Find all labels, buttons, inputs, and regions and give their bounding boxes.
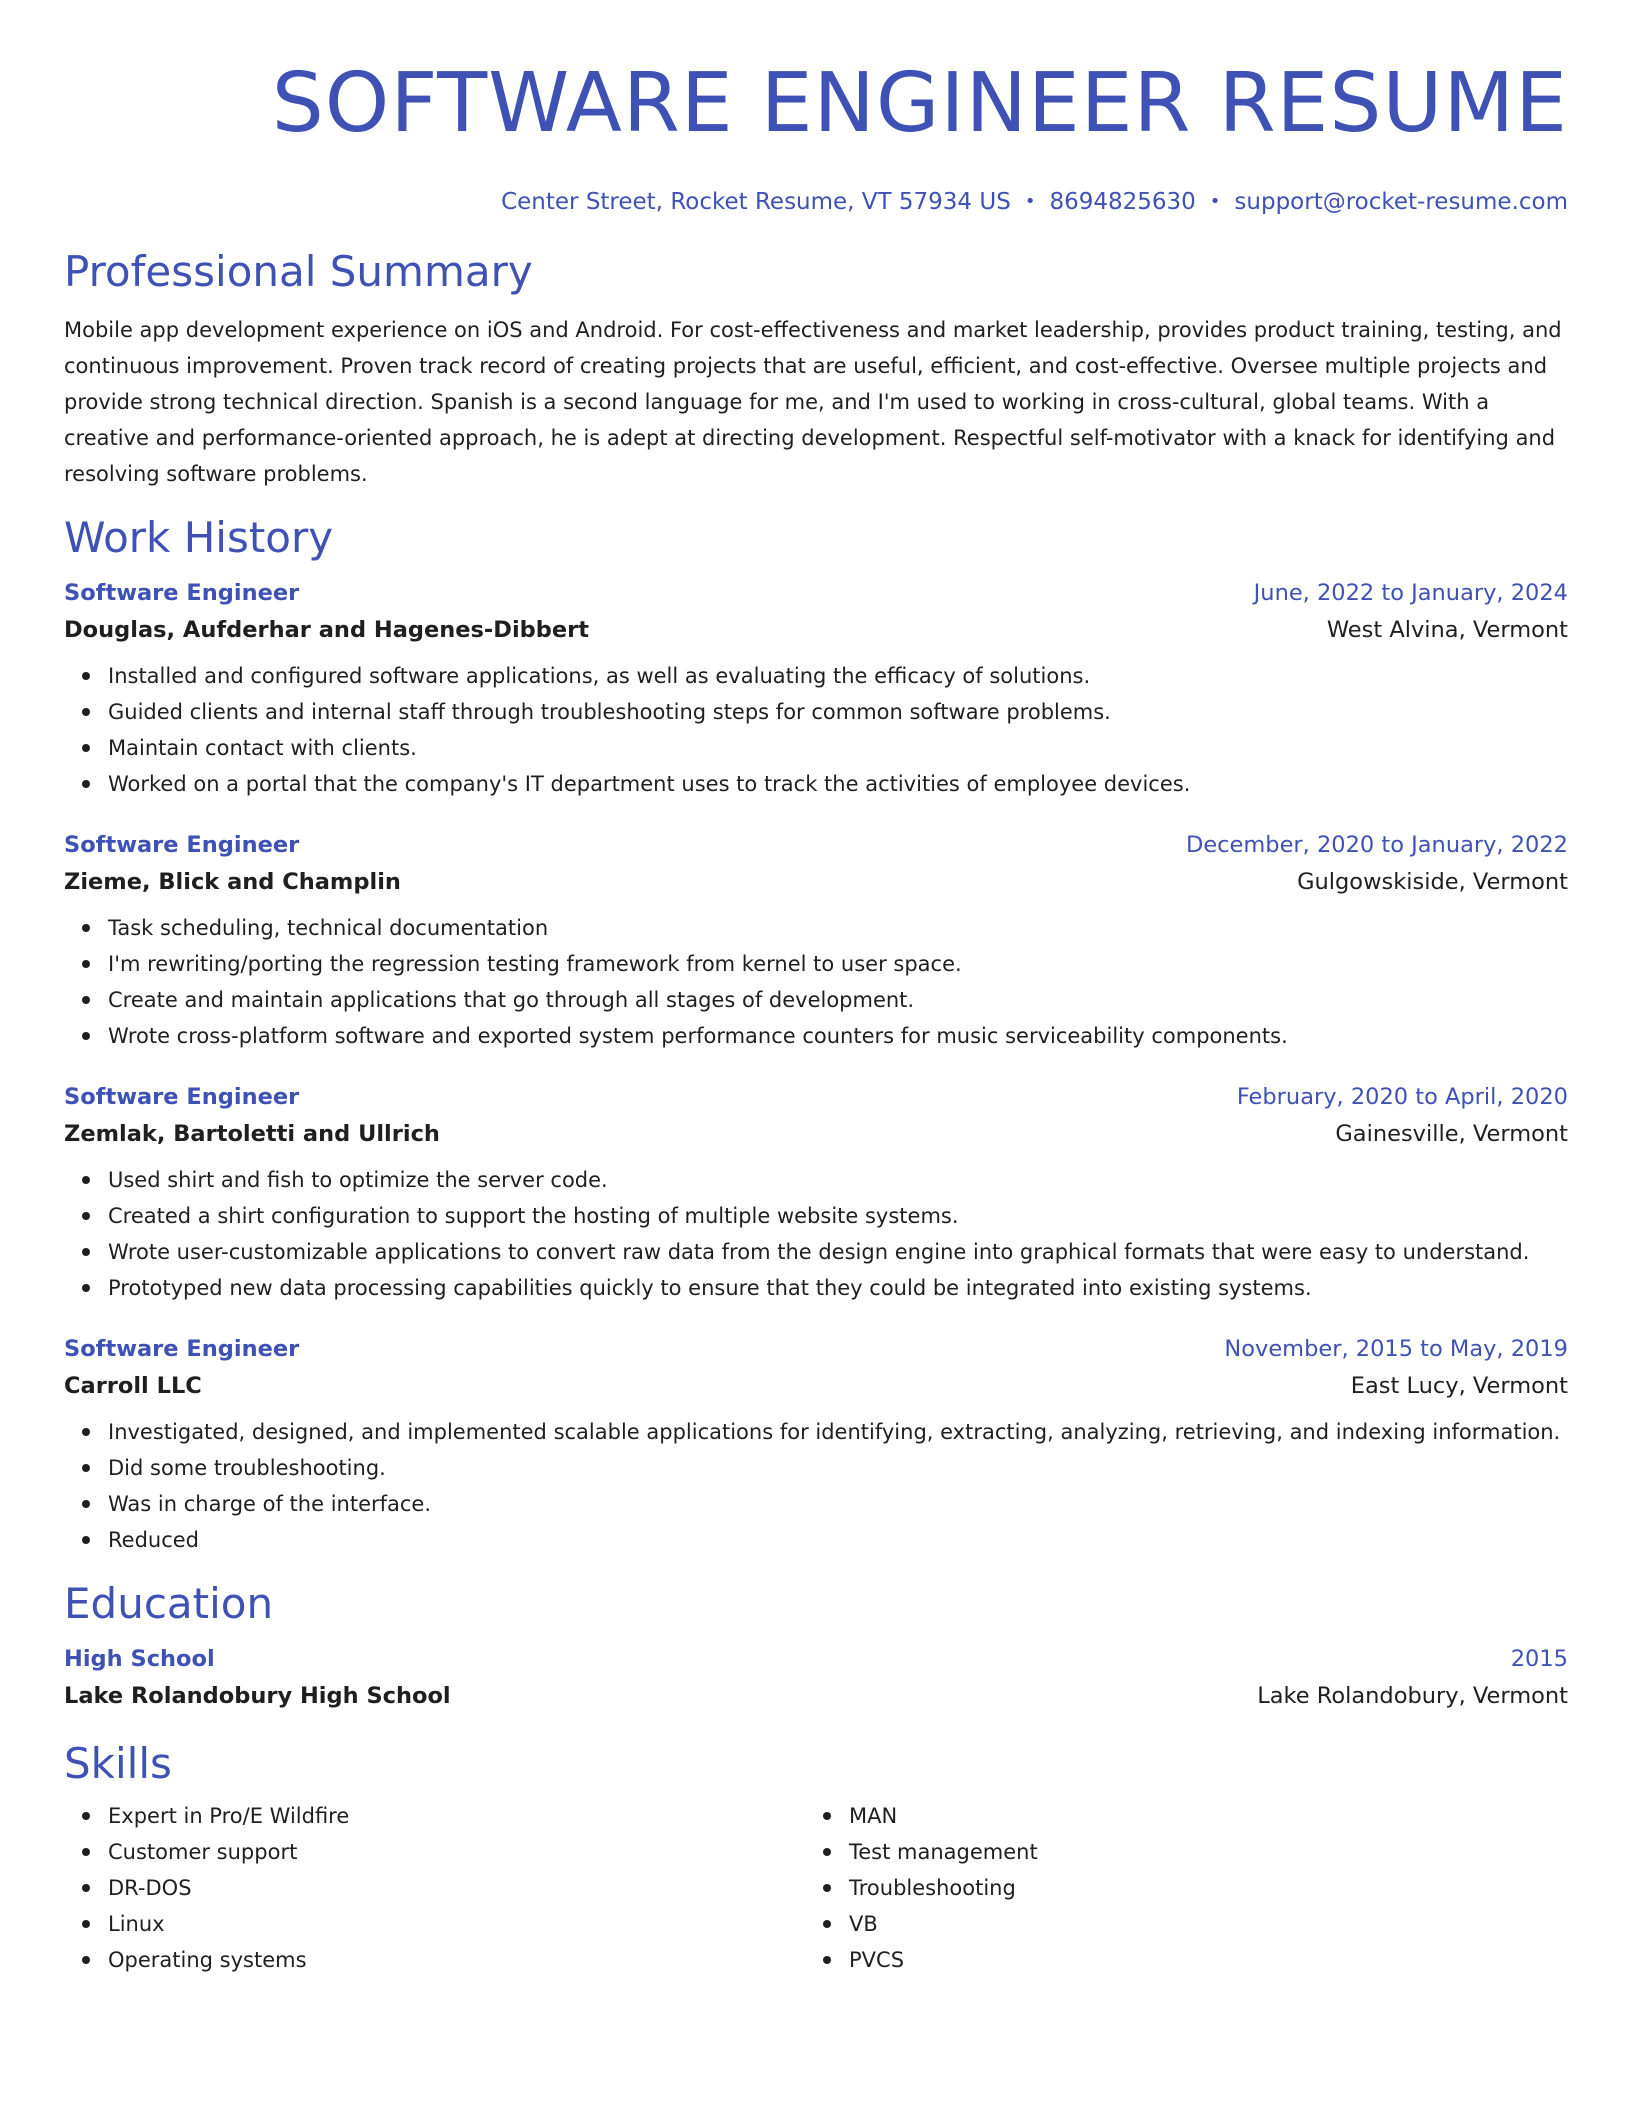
job-title: Software Engineer xyxy=(64,832,300,858)
job-bullet: Create and maintain applications that go through all stages of development. xyxy=(108,982,1568,1018)
skills-list xyxy=(64,1798,805,1978)
job-dates: December, 2020 to January, 2022 xyxy=(1186,832,1568,858)
job-bullet: Task scheduling, technical documentation xyxy=(108,910,1568,946)
contact-address: Center Street, Rocket Resume, VT 57934 US xyxy=(501,189,1011,215)
job-employer: Zemlak, Bartoletti and Ullrich xyxy=(64,1121,440,1147)
skill-item: Test management xyxy=(849,1834,1546,1870)
skill-item: DR-DOS xyxy=(108,1870,805,1906)
job-bullet: Maintain contact with clients. xyxy=(108,730,1568,766)
job-bullet: Was in charge of the interface. xyxy=(108,1486,1568,1522)
job-title: Software Engineer xyxy=(64,1084,300,1110)
job-entry xyxy=(64,1332,1568,1558)
skill-item: Customer support xyxy=(108,1834,805,1870)
job-bullet: I'm rewriting/porting the regression testing framework from kernel to user space. xyxy=(108,946,1568,982)
summary-heading: Professional Summary xyxy=(64,247,533,296)
job-bullet: Created a shirt configuration to support the hosting of multiple website systems. xyxy=(108,1198,1568,1234)
job-bullets xyxy=(64,658,1568,802)
resume-title: SOFTWARE ENGINEER RESUME xyxy=(271,56,1568,151)
job-location: East Lucy, Vermont xyxy=(1350,1373,1568,1399)
education-heading: Education xyxy=(64,1579,274,1628)
job-title: Software Engineer xyxy=(64,1336,300,1362)
job-location: West Alvina, Vermont xyxy=(1326,617,1568,643)
skill-item: VB xyxy=(849,1906,1546,1942)
job-title: Software Engineer xyxy=(64,580,300,606)
education-degree: High School xyxy=(64,1646,215,1672)
job-bullet: Installed and configured software applications, as well as evaluating the efficacy of solutions. xyxy=(108,658,1568,694)
skills-heading: Skills xyxy=(64,1739,172,1788)
job-employer: Zieme, Blick and Champlin xyxy=(64,869,401,895)
contact-phone: 8694825630 xyxy=(1049,189,1196,215)
job-employer: Carroll LLC xyxy=(64,1373,202,1399)
education-year: 2015 xyxy=(1510,1646,1568,1672)
job-bullet: Worked on a portal that the company's IT department uses to track the activities of employee devices. xyxy=(108,766,1568,802)
skill-item: Operating systems xyxy=(108,1942,805,1978)
job-bullet: Did some troubleshooting. xyxy=(108,1450,1568,1486)
summary-text: Mobile app development experience on iOS and Android. For cost-effectiveness and market leadership, provides product training, testing, and continuous improvement. Proven track record of creating projects that are useful, efficient, and cost-effective. Oversee multiple projects and provide strong technical direction. Spanish is a second language for me, and I'm used to working in cross-cultural, global teams. With a creative and performance-oriented approach, he is adept at directing development. Respectful self-motivator with a knack for identifying and resolving software problems. xyxy=(64,318,1562,486)
job-employer: Douglas, Aufderhar and Hagenes-Dibbert xyxy=(64,617,589,643)
job-entry xyxy=(64,1080,1568,1306)
education-school: Lake Rolandobury High School xyxy=(64,1683,451,1709)
skill-item: Expert in Pro/E Wildfire xyxy=(108,1798,805,1834)
job-bullets xyxy=(64,910,1568,1054)
job-bullets xyxy=(64,1414,1568,1558)
contact-line xyxy=(64,186,1568,218)
contact-separator: • xyxy=(1209,191,1221,212)
contact-separator: • xyxy=(1024,191,1036,212)
job-location: Gainesville, Vermont xyxy=(1335,1121,1568,1147)
skill-item: Troubleshooting xyxy=(849,1870,1546,1906)
job-bullet: Used shirt and fish to optimize the server code. xyxy=(108,1162,1568,1198)
job-entry xyxy=(64,576,1568,802)
resume-page xyxy=(64,0,1568,1978)
skills-column-left xyxy=(64,1798,805,1978)
skills-column-right xyxy=(805,1798,1546,1978)
job-bullets xyxy=(64,1162,1568,1306)
job-bullet: Investigated, designed, and implemented scalable applications for identifying, extracting, analyzing, retrieving, and indexing information. xyxy=(108,1414,1568,1450)
job-dates: November, 2015 to May, 2019 xyxy=(1224,1336,1568,1362)
skills-list xyxy=(805,1798,1546,1978)
skill-item: MAN xyxy=(849,1798,1546,1834)
job-dates: February, 2020 to April, 2020 xyxy=(1236,1084,1568,1110)
education-entry xyxy=(64,1642,1568,1716)
work-history-heading: Work History xyxy=(64,513,334,562)
job-bullet: Prototyped new data processing capabilities quickly to ensure that they could be integrated into existing systems. xyxy=(108,1270,1568,1306)
contact-email[interactable]: support@rocket-resume.com xyxy=(1234,189,1568,215)
job-dates: June, 2022 to January, 2024 xyxy=(1253,580,1568,606)
skill-item: Linux xyxy=(108,1906,805,1942)
job-location: Gulgowskiside, Vermont xyxy=(1297,869,1568,895)
job-bullet: Wrote cross-platform software and exported system performance counters for music serviceability components. xyxy=(108,1018,1568,1054)
education-location: Lake Rolandobury, Vermont xyxy=(1257,1683,1568,1709)
job-bullet: Wrote user-customizable applications to convert raw data from the design engine into graphical formats that were easy to understand. xyxy=(108,1234,1568,1270)
skills-grid xyxy=(64,1798,1568,1978)
job-bullet: Guided clients and internal staff through troubleshooting steps for common software problems. xyxy=(108,694,1568,730)
job-entry xyxy=(64,828,1568,1054)
job-bullet: Reduced xyxy=(108,1522,1568,1558)
skill-item: PVCS xyxy=(849,1942,1546,1978)
